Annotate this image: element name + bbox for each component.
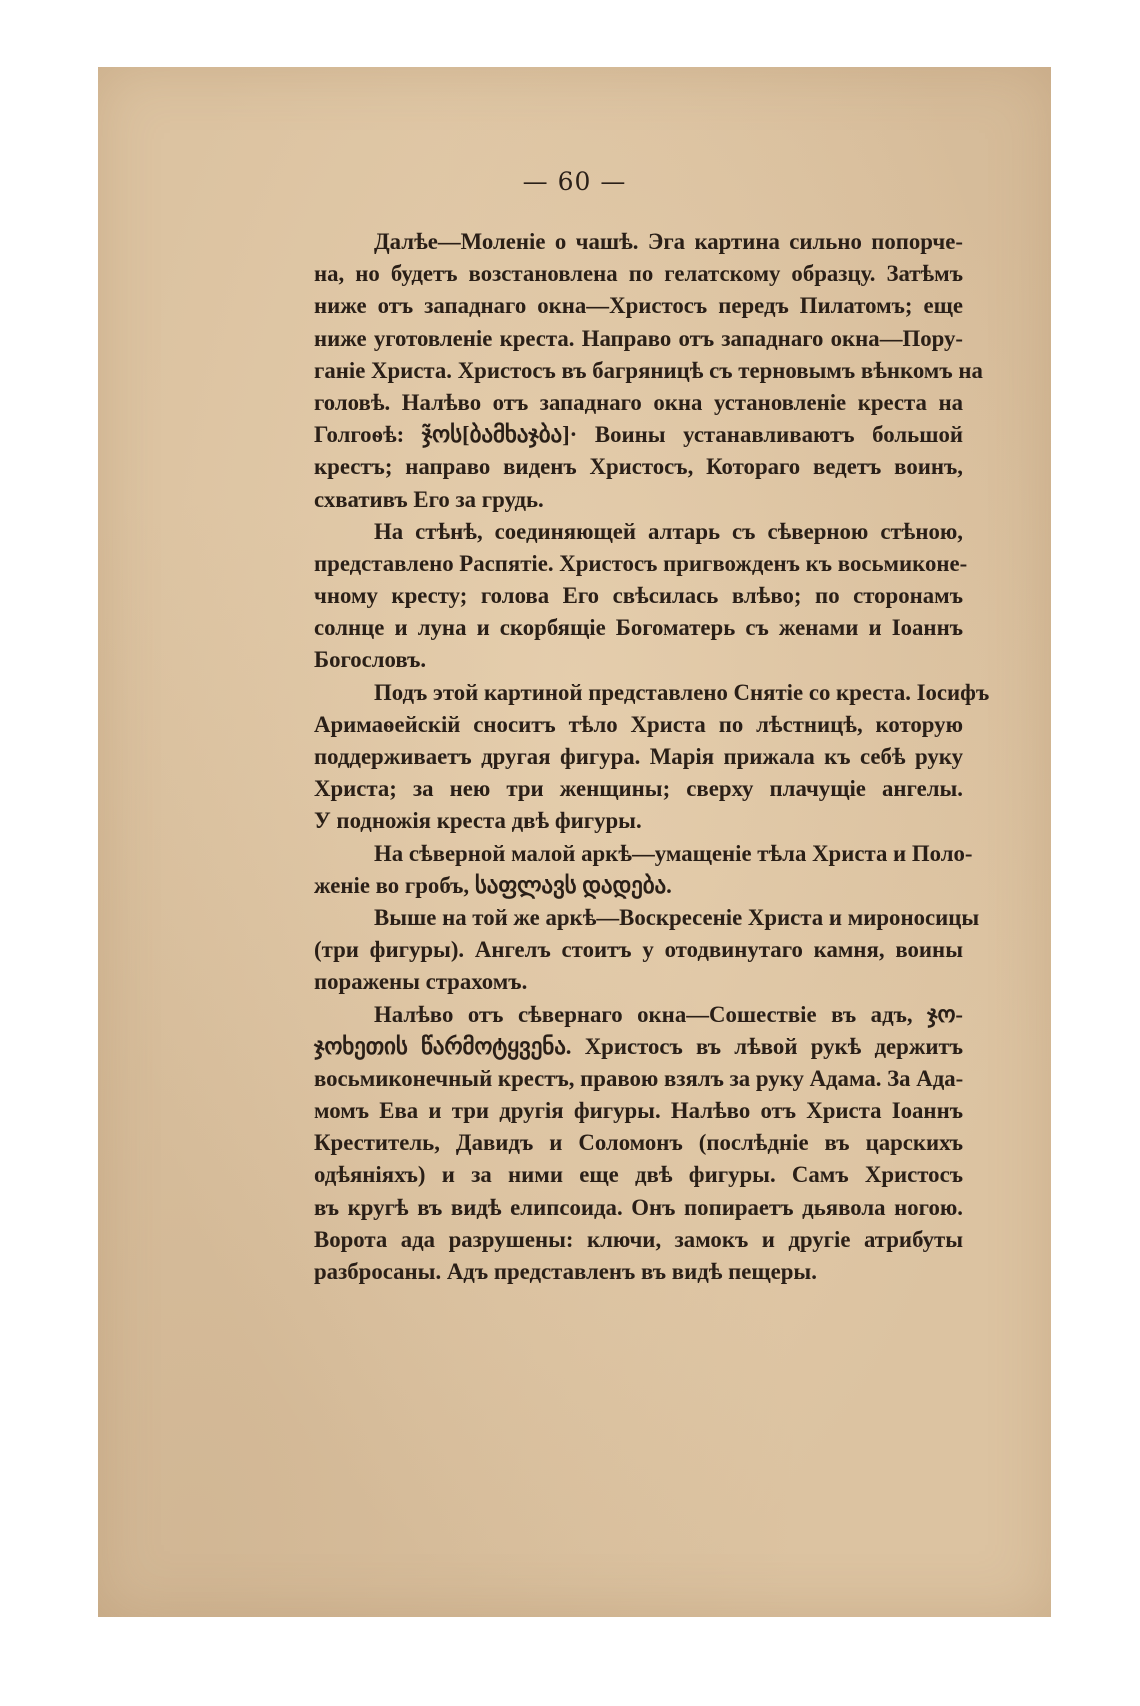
- text-line: Выше на той же аркѣ—Воскресеніе Христа и мироносицы: [374, 904, 980, 930]
- paragraph-5: [314, 902, 980, 999]
- text-line: Богословъ.: [314, 647, 427, 673]
- paragraph-2: [314, 516, 968, 677]
- text-line: поддерживаетъ другая фигура. Марія прижала къ себѣ руку: [314, 744, 963, 769]
- text-line: ганіе Христа. Христосъ въ багряницѣ съ терновымъ вѣнкомъ на: [314, 357, 983, 383]
- page-number: — 60 —: [522, 167, 627, 196]
- text-line: на, но будетъ возстановлена по гелатскому образцу. Затѣмъ: [314, 261, 963, 287]
- text-line: Далѣе—Моленіе о чашѣ. Эга картина сильно попорче-: [374, 229, 963, 254]
- text-line: ჯოხეთის წარმოტყვენა. Христосъ въ лѣвой рукѣ держитъ: [314, 1033, 963, 1059]
- text-line: Налѣво отъ сѣвернаго окна—Сошествіе въ адъ, ჯო-: [374, 1001, 963, 1027]
- paragraph-1: [314, 226, 983, 516]
- text-line: Христа; за нею три женщины; сверху плачущіе ангелы.: [314, 776, 963, 802]
- text-line: головѣ. Налѣво отъ западнаго окна установленіе креста на: [314, 389, 963, 415]
- text-line: разбросаны. Адъ представленъ въ видѣ пещеры.: [314, 1259, 817, 1284]
- text-line: крестъ; направо виденъ Христосъ, Котораго ведетъ воинъ,: [314, 454, 963, 480]
- text-line: На стѣнѣ, соединяющей алтарь съ сѣверною стѣною,: [374, 518, 963, 544]
- body-text: [314, 226, 990, 1288]
- paragraph-3: [314, 677, 990, 838]
- text-line: ниже отъ западнаго окна—Христосъ передъ Пилатомъ; еще: [314, 293, 963, 319]
- text-line: Креститель, Давидъ и Соломонъ (послѣдніе въ царскихъ: [314, 1130, 963, 1156]
- text-line: представлено Распятіе. Христосъ пригвожденъ къ восьмиконе-: [314, 550, 968, 576]
- text-line: Подъ этой картиной представлено Снятіе со креста. Іосифъ: [374, 679, 990, 705]
- text-line: Ворота ада разрушены: ключи, замокъ и другіе атрибуты: [314, 1226, 963, 1252]
- text-line: въ кругѣ въ видѣ елипсоида. Онъ попираетъ дьявола ногою.: [314, 1194, 963, 1220]
- text-line: чному кресту; голова Его свѣсилась влѣво; по сторонамъ: [314, 583, 963, 609]
- text-line: женіе во гробъ, საფლავს დადება.: [314, 872, 672, 898]
- text-line: ниже уготовленіе креста. Направо отъ западнаго окна—Пору-: [314, 325, 963, 351]
- text-line: момъ Ева и три другія фигуры. Налѣво отъ Христа Іоаннъ: [314, 1098, 963, 1124]
- paragraph-4: [314, 838, 973, 902]
- text-line: У подножія креста двѣ фигуры.: [314, 808, 642, 834]
- scanned-page: [98, 67, 1051, 1617]
- text-line: Голгоѳѣ: ჯ̃ოს[ბამხაჯბა]· Воины устанавливаютъ большой: [314, 422, 963, 448]
- text-line: солнце и луна и скорбящіе Богоматерь съ женами и Іоаннъ: [314, 615, 963, 641]
- text-line: Аримаѳейскій сноситъ тѣло Христа по лѣстницѣ, которую: [314, 711, 963, 737]
- text-line: поражены страхомъ.: [314, 969, 528, 995]
- paragraph-6: [314, 999, 963, 1289]
- text-line: одѣяніяхъ) и за ними еще двѣ фигуры. Самъ Христосъ: [314, 1162, 963, 1188]
- text-line: На сѣверной малой аркѣ—умащеніе тѣла Христа и Поло-: [374, 840, 973, 866]
- text-line: (три фигуры). Ангелъ стоитъ у отодвинутаго камня, воины: [314, 937, 963, 963]
- text-line: схвативъ Его за грудь.: [314, 486, 544, 512]
- text-line: восьмиконечный крестъ, правою взялъ за руку Адама. За Ада-: [314, 1065, 964, 1091]
